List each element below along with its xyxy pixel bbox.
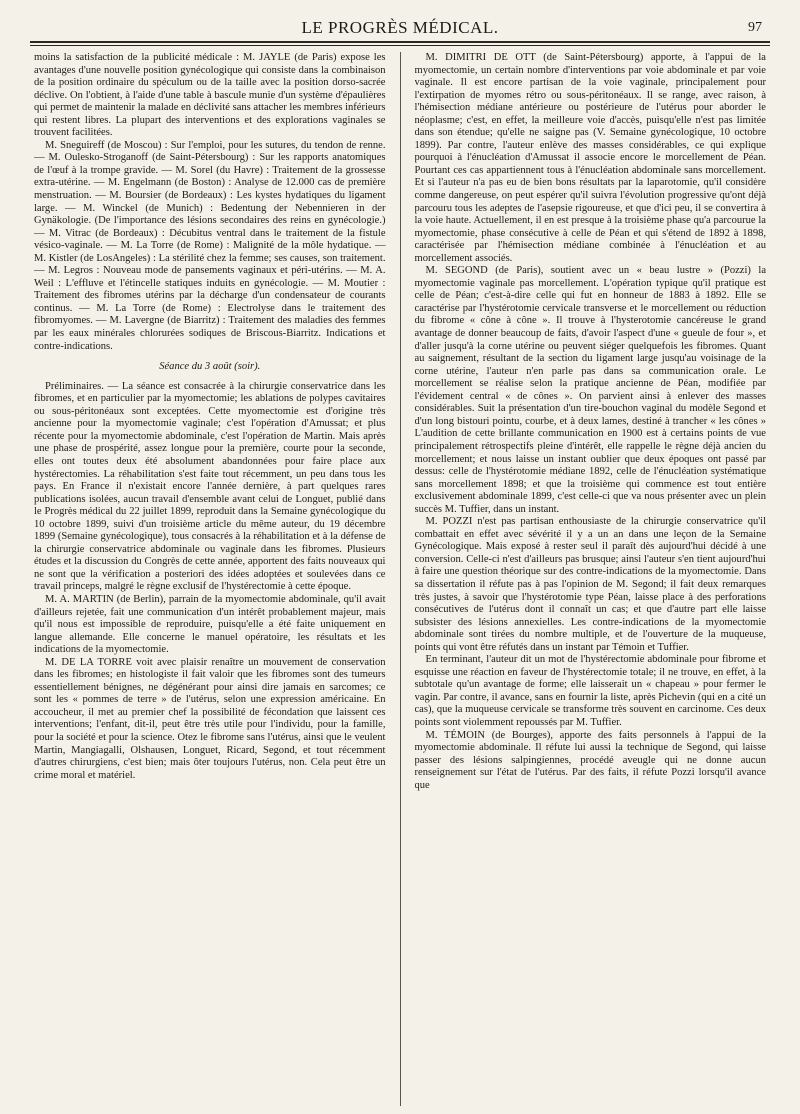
left-column: [34, 52, 386, 1106]
header-rule-thick: [30, 41, 770, 43]
section-subheading: Séance du 3 août (soir).: [159, 361, 261, 373]
paragraph: Préliminaires. — La séance est consacrée à la chirurgie conservatrice dans les fibromes, et en particulier par la myomectomie; les ablations de polypes cavitaires ou sous-péritonéaux sont exceptées. Cette myomectomie est d'origine très ancienne pour la myomectomie vaginale; c'est l'opération d'Amussat; et plus récente pour la myomectomie abdominale, c'est l'opération de Martin. Mais après une phase de prospérité, assez longue pour la première, courte pour la seconde, elles ont toutes deux été absolument abandonnées pour faire place aux hystérectomies. La réhabilitation s'est faite tout récemment, un peu dans tous les pays. En France il n'existait encore l'année dernière, à part quelques rares publications isolées, aucun travail d'ensemble avant celui de Longuet, publié dans le Progrès médical du 22 juillet 1899, reproduit dans la Semaine gynécologique du 10 octobre 1899, suivi d'un troisième article du même auteur, du 19 décembre 1899 (Semaine gynécologique), tous consacrés à la réhabilitation et à la défense de la chirurgie conservatrice abdominale ou vaginale dans les fibromes. Plusieurs études et la discussion du Congrès de cette année, apportent des faits nouveaux qui ne sont que la vérification a posteriori des idées adoptées et soulevées dans ce travail princeps, malgré le règne exclusif de l'hystérectomie à cette époque.: [34, 380, 386, 593]
paragraph: M. DIMITRI DE OTT (de Saint-Pétersbourg) apporte, à l'appui de la myomectomie, un certain nombre d'interventions par voie abdominale et par voie vaginale. Il est encore partisan de la voie vaginale, principalement pour l'extirpation de myomes rétro ou sous-péritonéaux. Il se range, avec raison, à l'hémisection médiane antérieure ou postérieure de l'utérus pour aborder le néoplasme; c'est, en effet, la meilleure voie d'accès, puisqu'elle n'est pas limitée dans son étendue; qu'elle ne saigne pas (V. Semaine gynécologique, 10 octobre 1899). Par contre, l'auteur enlève des masses considérables, ce qui explique pourquoi à l'énucléation d'Amussat il associe encore le morcellement de Péan. Pourtant ces cas appartiennent tous à l'énucléation abdominale sans morcellement. Et si l'auteur n'a pas eu de bien bons résultats par la laparotomie, qu'il considère comme dangereuse, on peut espérer qu'il suivra l'évolution progressive qu'ont déjà parcouru tous les adeptes de l'asepsie rigoureuse, et que d'ici peu, il se convertira à la voie haute. Actuellement, il en est presque à la troisième phase qu'a parcourue la myomectomie, phase consécutive à celle de Péan et qui s'étend de 1892 à 1898, caractérisée par l'hémisection médiane combinée à l'énucléation et au morcellement associés.: [414, 52, 766, 264]
header-rule-thin: [30, 45, 770, 46]
paragraph: M. Sneguireff (de Moscou) : Sur l'emploi, pour les sutures, du tendon de renne. — M. Oulesko-Stroganoff (de Saint-Pétersbourg) : Sur les rapports anatomiques de l'œuf à la trompe gravide. — M. Sorel (du Havre) : Traitement de la grossesse extra-utérine. — M. Engelmann (de Boston) : Analyse de 12.000 cas de première menstruation. — M. Boursier (de Bordeaux) : Les kystes hydatiques du ligament large. — M. Winckel (de Munich) : Bedentung der Nebennieren in der Gynäkologie. (De l'importance des lésions secondaires des reins en gynécologie.) — M. Vitrac (de Bordeaux) : Décubitus ventral dans le traitement de la fistule vésico-vaginale. — M. La Torre (de Rome) : Malignité de la môle hydatique. — M. Kistler (de LosAngeles) : La stérilité chez la femme; ses causes, son traitement. — M. Legros : Nouveau mode de pansements vaginaux et péri-utérins. — M. A. Weil : L'effluve et l'étincelle statiques induits en gynécologie. — M. Moutier : Traitement des fibromes utérins par la décharge d'un condensateur de courants continus. — M. La Torre (de Rome) : Electrolyse dans le traitement des fibromyomes. — M. Lavergne (de Biarritz) : Traitement des maladies des femmes par les eaux minérales chlorurées sodiques de Briscous-Biarritz. Indications et contre-indications.: [34, 139, 386, 352]
paragraph: En terminant, l'auteur dit un mot de l'hystérectomie abdominale pour fibrome et esquisse une réaction en faveur de l'hystérectomie totale; il ne trouve, en effet, à la subtotale qu'un avantage de forme; elle laisserait un « chapeau » pour fermer le vagin. Par contre, il avance, sans en fournir la liste, après Pichevin (qui en a cité un cas), que la muqueuse cervicale se transforme très souvent en carcinome. Ces deux points sont violemment repoussés par M. Tuffier.: [414, 654, 766, 728]
paragraph: moins la satisfaction de la publicité médicale : M. JAYLE (de Paris) expose les avantages d'une nouvelle position gynécologique qui consiste dans la combinaison de la position ordinaire du spéculum ou de la taille avec la position dorso-sacrée déclive. On l'obtient, à l'aide d'une table à bascule munie d'un système d'épaulières qui permet de maintenir la malade en déclivité sans attacher les membres inférieurs qui restent libres. La plupart des interventions et des explorations vaginales se trouvent facilitées.: [34, 52, 386, 139]
paragraph: M. POZZI n'est pas partisan enthousiaste de la chirurgie conservatrice qu'il combattait en effet avec sévérité il y a un an dans une leçon de la Semaine Gynécologique. Mais exposé à rester seul il paraît dès aujourd'hui décidé à une conversion. Celle-ci n'est d'ailleurs pas brusque; ainsi l'auteur s'en tient aujourd'hui à faire une question théorique sur des contre-indications de la myomectomie. Dans sa dissertation il réfute pas à pas l'opinion de M. Segond; il fait deux remarques très justes, à savoir que l'hystérotomie type Péan, laisse place à des perforations consécutives de l'utérus dont il connaît un cas; et que d'autre part elle laisse subsister des lésions annexielles. Les contre-indications de la myomectomie abdominale sont tirées du nombre multiple, et de l'ouverture de la muqueuse, points qui vont être réfutés dans un instant par Témoin et Tuffier.: [414, 516, 766, 653]
column-divider: [400, 52, 401, 1106]
text-columns: [34, 52, 766, 1106]
right-column: [415, 52, 767, 1106]
paragraph: M. A. MARTIN (de Berlin), parrain de la myomectomie abdominale, qu'il avait d'ailleurs rejetée, fait une communication d'un intérêt probablement majeur, mais qu'il nous est impossible de reproduire, puisqu'elle a été faite uniquement en langue allemande. Elle concerne le manuel opératoire, les résultats et les indications de la myomectomie.: [34, 593, 386, 656]
paragraph: M. SEGOND (de Paris), soutient avec un « beau lustre » (Pozzi) la myomectomie vaginale pas morcellement. L'opération typique qu'il pratique est celle de Péan; c'est-à-dire celle qui fut en honneur de 1883 à 1892. Elle se caractérise par l'hystérotomie cervicale transverse et le morcellement ou réduction du fibrome « cône à cône ». Il trouve à l'hysterotomie cancéreuse le grand avantage de donner beaucoup de faits, d'avoir l'aspect d'une « gueule de four », et d'aller jusqu'à la corne utérine ou peuvent siéger quelquefois les fibromes. Quant au saignement, résultant de la section du ligament large jusqu'au voisinage de la corne utérine, l'auteur n'en parle pas dans sa communication orale. Le morcellement se réalise selon la pratique ancienne de Péan, modifiée par l'évidement central « de cônes ». On parvient ainsi à enlever des masses considérables. Suit la présentation d'un tire-bouchon vaginal du modèle Segond et d'un long bistouri pointu, courbe, et à deux lames, destiné à trancher « les cônes » L'audition de cette brillante communication en 1900 est à certains points de vue principalement rétrospectifs pleine d'intérêt, elle rappelle le règne déjà ancien du morcellement; et nous laisse un instant oublier que deux époques ont passé par dessus: celle de l'hystérotomie médiane 1892, celle de l'énucléation systématique sans morcellement 1898; et que la troisième qui commence est tout entière exclusivement abdominale 1899, c'est celle-ci que va nous présenter avec un plein succès M. Tuffier, dans un instant.: [414, 265, 766, 515]
page-number: 97: [748, 20, 762, 35]
running-title: LE PROGRÈS MÉDICAL.: [301, 18, 499, 37]
page-header: [30, 14, 770, 42]
paragraph: M. DE LA TORRE voit avec plaisir renaître un mouvement de conservation dans les fibromes; en histologiste il fait valoir que les fibromes sont des tumeurs essentiellement bénignes, ne dégénérant pour ainsi dire jamais en sarcomes; ce sont les « pommes de terre » de l'utérus, selon une expression américaine. En accoucheur, il met au premier chef la possibilité de fécondation que laissent ces interventions; l'enfant, dit-il, peut être très utile pour l'individu, pour la famille, pour la société et pour la science. Otez le fibrome sans l'utérus, ainsi que le veulent Martin, Mangiagalli, Olshausen, Longuet, Ricard, Segond, et tout récemment d'autres chirurgiens, c'est bien; mais ôter toujours l'utérus, non. Cela peut être un crime moral et matériel.: [34, 656, 386, 781]
paragraph: M. TÉMOIN (de Bourges), apporte des faits personnels à l'appui de la myomectomie abdominale. Il réfute lui aussi la technique de Segond, qui laisse passer des lésions salpingiennes, procédé aveugle qui ne donne aucun renseignement sur l'état de l'utérus. Par des faits, il réfute Pozzi lorsqu'il avance que: [414, 729, 766, 791]
